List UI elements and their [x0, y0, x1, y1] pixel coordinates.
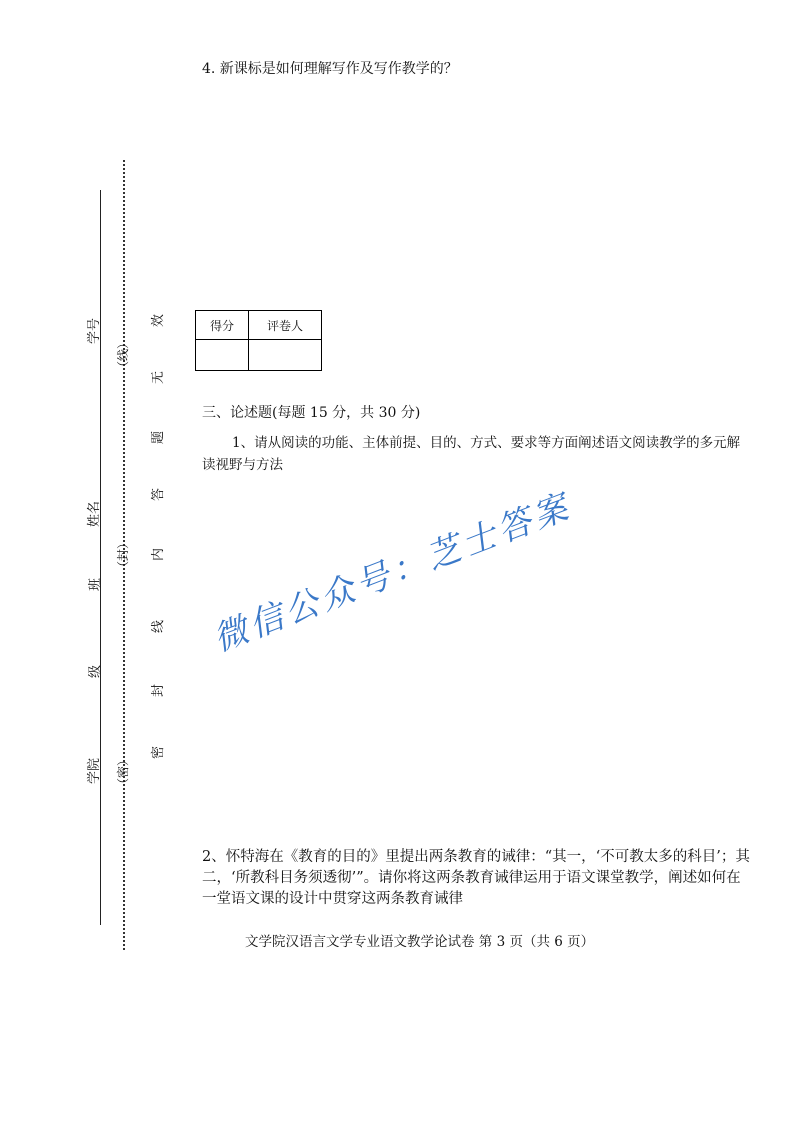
question-4: 4. 新课标是如何理解写作及写作教学的？ — [202, 61, 458, 77]
seal-feng-label: （封） — [116, 536, 130, 573]
question-3-1: 1、请从阅读的功能、主体前提、目的、方式、要求等方面阐述语文阅读教学的多元解读视野与方法 — [202, 435, 741, 473]
student-id-label: 学号 — [87, 317, 102, 344]
watermark: 微信公众号：芝士答案 — [207, 486, 577, 660]
question-3-2: 2、怀特海在《教育的目的》里提出两条教育的诫律：“其一，‘不可教太多的科目’；其二，‘所教科目务须透彻’”。请你将这两条教育诫律运用于语文课堂教学，阐述如何在一堂语文课的设计中贯穿这两条教育诫律 — [202, 849, 750, 907]
class-label: 班 — [88, 577, 103, 591]
name-label: 姓名 — [87, 500, 102, 527]
grader-header: 评卷人 — [249, 311, 322, 340]
score-table — [195, 310, 322, 371]
grader-cell[interactable] — [249, 340, 322, 371]
warning-char: 内 — [151, 547, 167, 562]
score-cell[interactable] — [196, 340, 249, 371]
warning-char: 封 — [151, 683, 167, 698]
section-3-title: 三、论述题(每题 15 分，共 30 分) — [202, 405, 421, 421]
warning-char: 无 — [151, 370, 167, 385]
score-header: 得分 — [196, 311, 249, 340]
college-label: 学院 — [87, 757, 102, 784]
page-footer: 文学院汉语言文学专业语文教学论试卷 第 3 页（共 6 页） — [245, 934, 595, 950]
seal-xian-label: （线） — [116, 336, 130, 373]
grade-label: 级 — [88, 664, 103, 678]
warning-char: 题 — [151, 430, 167, 445]
seal-mi-label: （密） — [116, 753, 130, 790]
warning-char: 线 — [151, 619, 167, 634]
warning-char: 答 — [151, 487, 167, 502]
warning-char: 密 — [151, 745, 167, 760]
warning-char: 效 — [151, 313, 167, 328]
binding-solid-line — [100, 190, 101, 925]
